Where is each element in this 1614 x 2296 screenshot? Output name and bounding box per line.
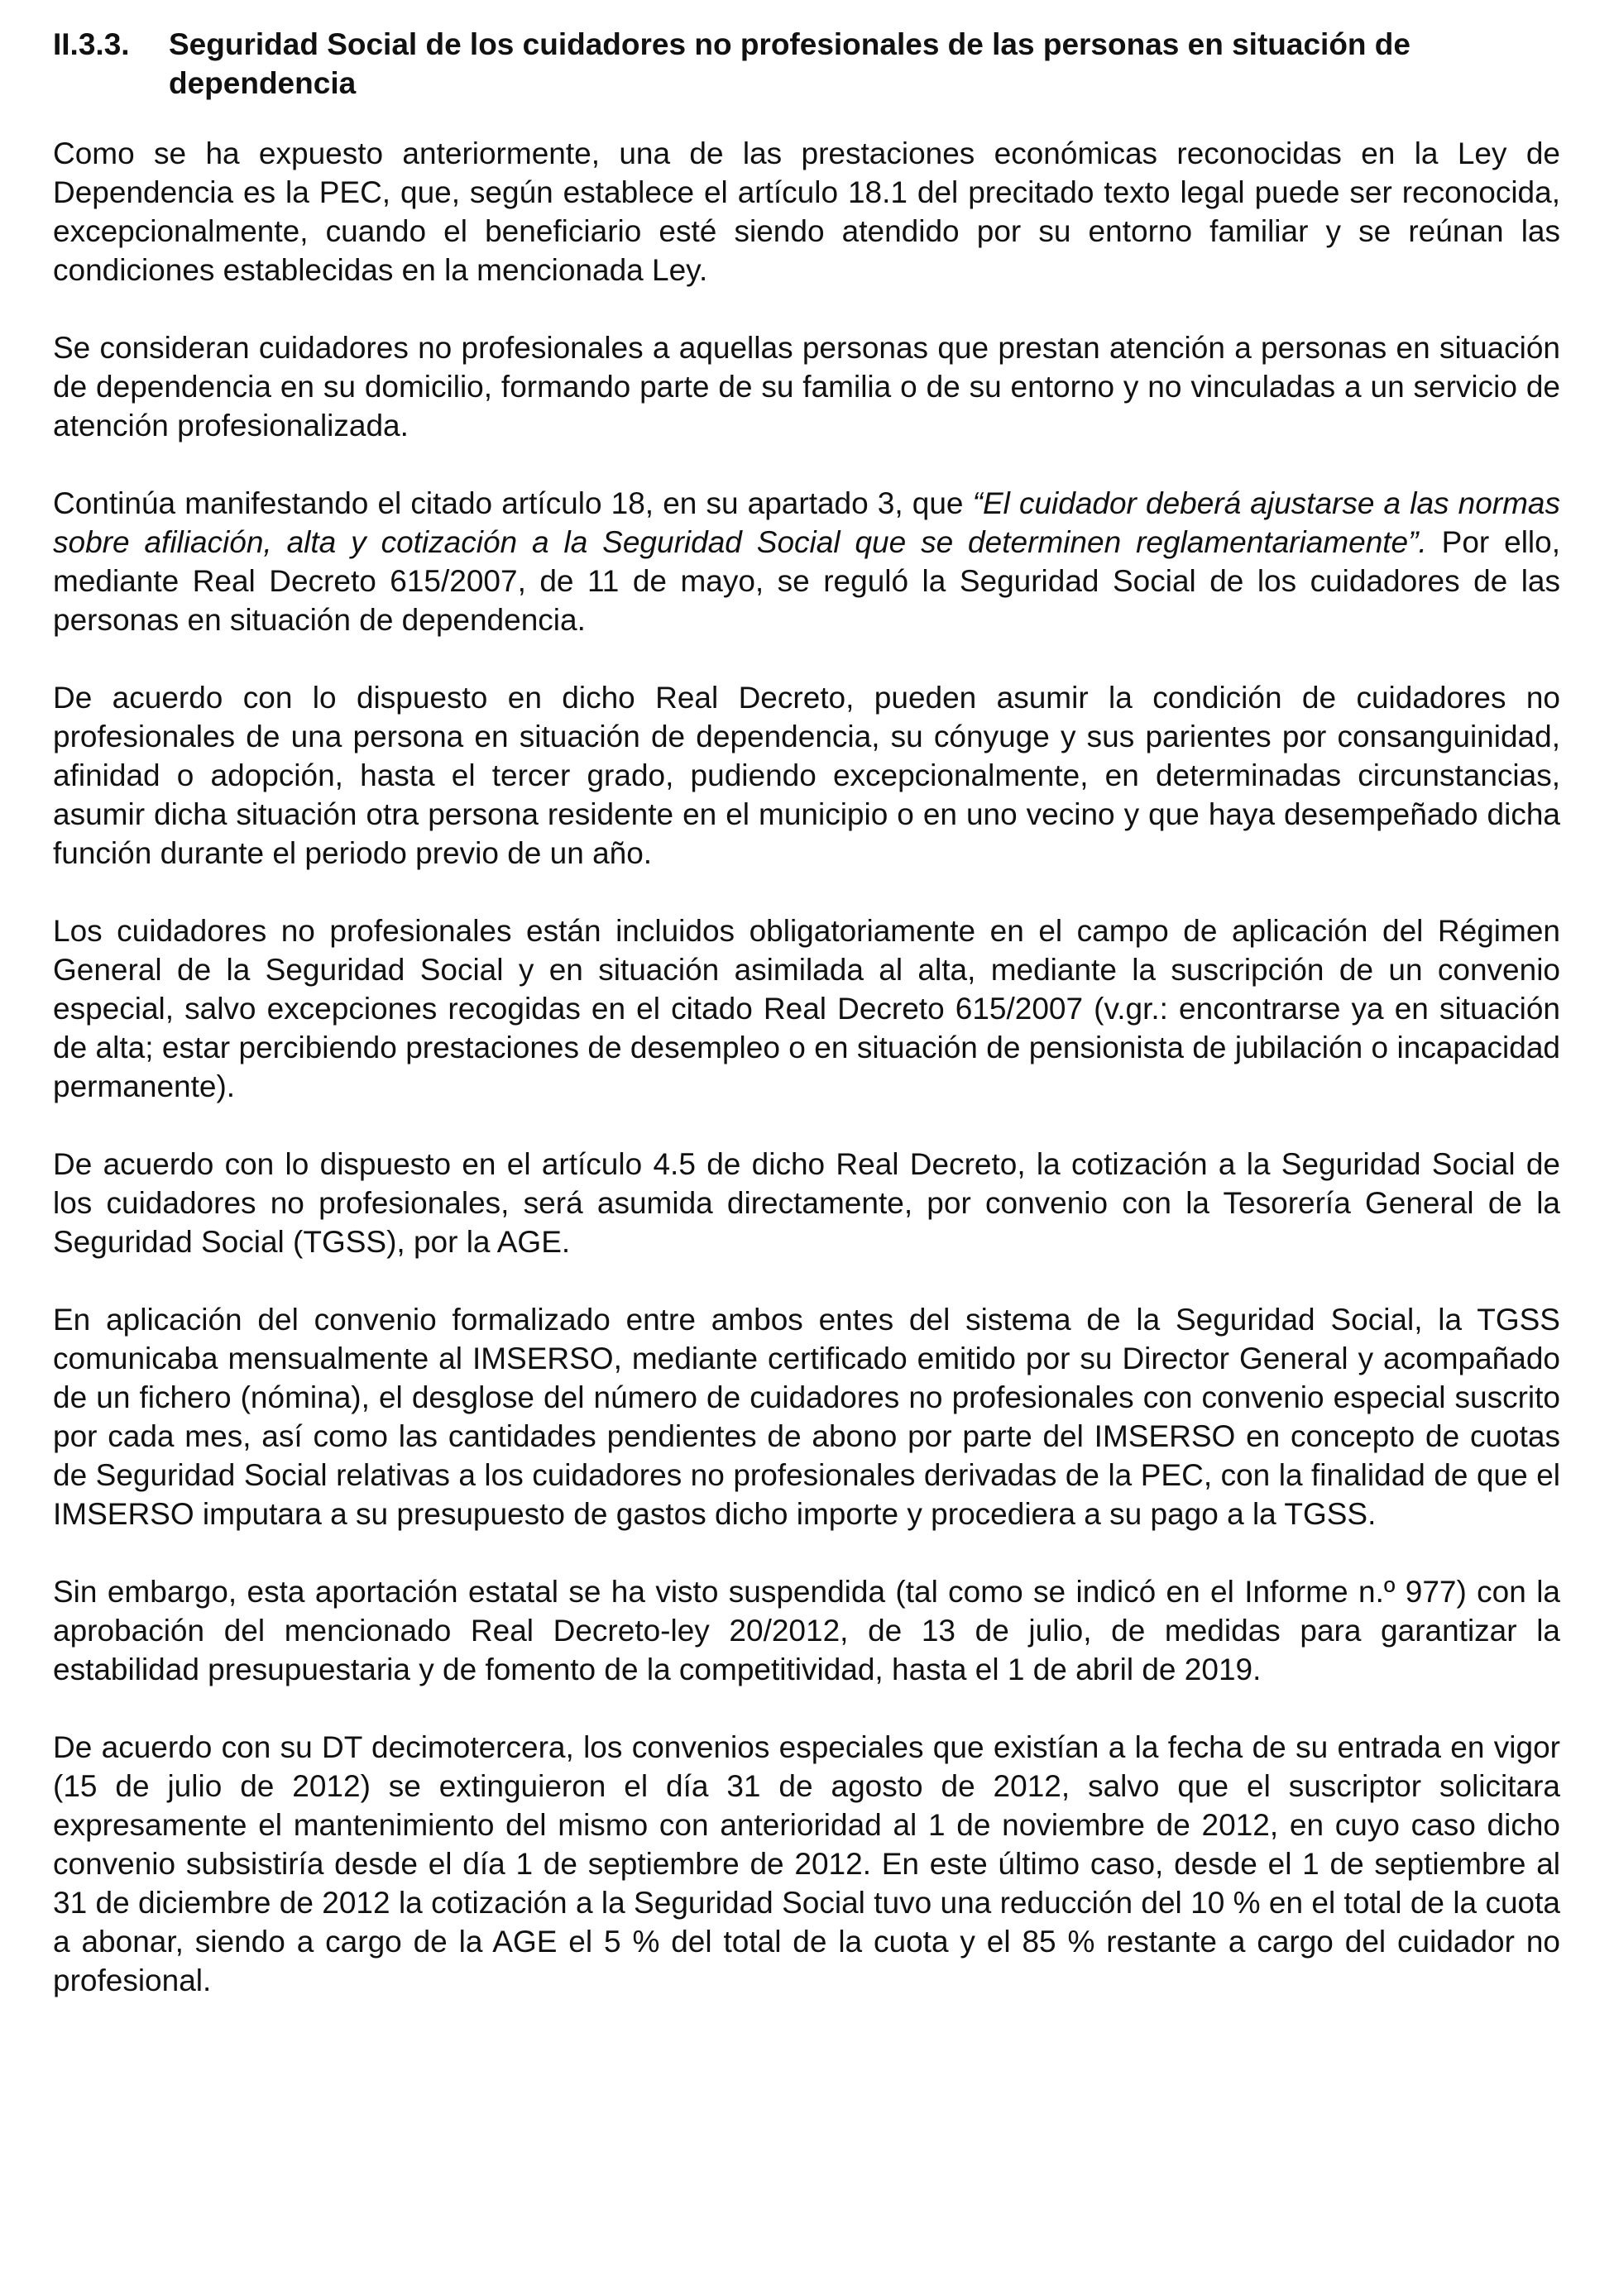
paragraph-general-regime: Los cuidadores no profesionales están incluidos obligatoriamente en el campo de aplicación del Régimen General de la Seguridad Social y en situación asimilada al alta, mediante la suscripción de un convenio especial, salvo excepciones recogidas en el citado Real Decreto 615/2007 (v.gr.: encontrarse ya en situación de alta; estar percibiendo prestaciones de desempleo o en situación de pensionista de jubilación o incapacidad permanente).	[53, 914, 1560, 1103]
paragraph-tgss-agreement: En aplicación del convenio formalizado entre ambos entes del sistema de la Seguridad Social, la TGSS comunicaba mensualmente al IMSERSO, mediante certificado emitido por su Director General y acompañado de un fichero (nómina), el desglose del número de cuidadores no profesionales con convenio especial suscrito por cada mes, así como las cantidades pendientes de abono por parte del IMSERSO en concepto de cuotas de Seguridad Social relativas a los cuidadores no profesionales derivadas de la PEC, con la finalidad de que el IMSERSO imputara a su presupuesto de gastos dicho importe y procediera a su pago a la TGSS.	[53, 1303, 1560, 1531]
paragraph-transitional-provision: De acuerdo con su DT decimotercera, los convenios especiales que existían a la fecha de su entrada en vigor (15 de julio de 2012) se extinguieron el día 31 de agosto de 2012, salvo que el suscriptor solicitara expresamente el mantenimiento del mismo con anterioridad al 1 de noviembre de 2012, en cuyo caso dicho convenio subsistiría desde el día 1 de septiembre de 2012. En este último caso, desde el 1 de septiembre al 31 de diciembre de 2012 la cotización a la Seguridad Social tuvo una reducción del 10 % en el total de la cuota a abonar, siendo a cargo de la AGE el 5 % del total de la cuota y el 85 % restante a cargo del cuidador no profesional.	[53, 1730, 1560, 1997]
paragraph-article-4-5: De acuerdo con lo dispuesto en el artículo 4.5 de dicho Real Decreto, la cotización a la Seguridad Social de los cuidadores no profesionales, será asumida directamente, por convenio con la Tesorería General de la Seguridad Social (TGSS), por la AGE.	[53, 1147, 1560, 1259]
paragraph-lead-text: Continúa manifestando el citado artículo 18, en su apartado 3, que	[53, 486, 973, 520]
section-heading	[53, 25, 1560, 103]
paragraph-pec-definition: Como se ha expuesto anteriormente, una de las prestaciones económicas reconocidas en la Ley de Dependencia es la PEC, que, según establece el artículo 18.1 del precitado texto legal puede ser reconocida, excepcionalmente, cuando el beneficiario esté siendo atendido por su entorno familiar y se reúnan las condiciones establecidas en la mencionada Ley.	[53, 136, 1560, 287]
section-title: Seguridad Social de los cuidadores no profesionales de las personas en situación de dependencia	[169, 27, 1410, 100]
paragraph-article-18-quote	[53, 484, 1560, 639]
document-page	[53, 25, 1560, 2039]
paragraph-eligible-carers: De acuerdo con lo dispuesto en dicho Real Decreto, pueden asumir la condición de cuidadores no profesionales de una persona en situación de dependencia, su cónyuge y sus parientes por consanguinidad, afinidad o adopción, hasta el tercer grado, pudiendo excepcionalmente, en determinadas circunstancias, asumir dicha situación otra persona residente en el municipio o en uno vecino y que haya desempeñado dicha función durante el periodo previo de un año.	[53, 681, 1560, 870]
paragraph-tail-text: Por ello, mediante Real Decreto 615/2007, de 11 de mayo, se reguló la Seguridad Social de los cuidadores de las personas en situación de dependencia.	[53, 525, 1560, 637]
section-number: II.3.3.	[53, 27, 130, 61]
paragraph-suspension: Sin embargo, esta aportación estatal se ha visto suspendida (tal como se indicó en el Informe n.º 977) con la aprobación del mencionado Real Decreto-ley 20/2012, de 13 de julio, de medidas para garantizar la estabilidad presupuestaria y de fomento de la competitividad, hasta el 1 de abril de 2019.	[53, 1575, 1560, 1686]
legal-quote: “El cuidador deberá ajustarse a las normas sobre afiliación, alta y cotización a la Seguridad Social que se determinen reglamentariamente”.	[53, 486, 1561, 559]
paragraph-non-professional-carers: Se consideran cuidadores no profesionales a aquellas personas que prestan atención a personas en situación de dependencia en su domicilio, formando parte de su familia o de su entorno y no vinculadas a un servicio de atención profesionalizada.	[53, 331, 1560, 442]
